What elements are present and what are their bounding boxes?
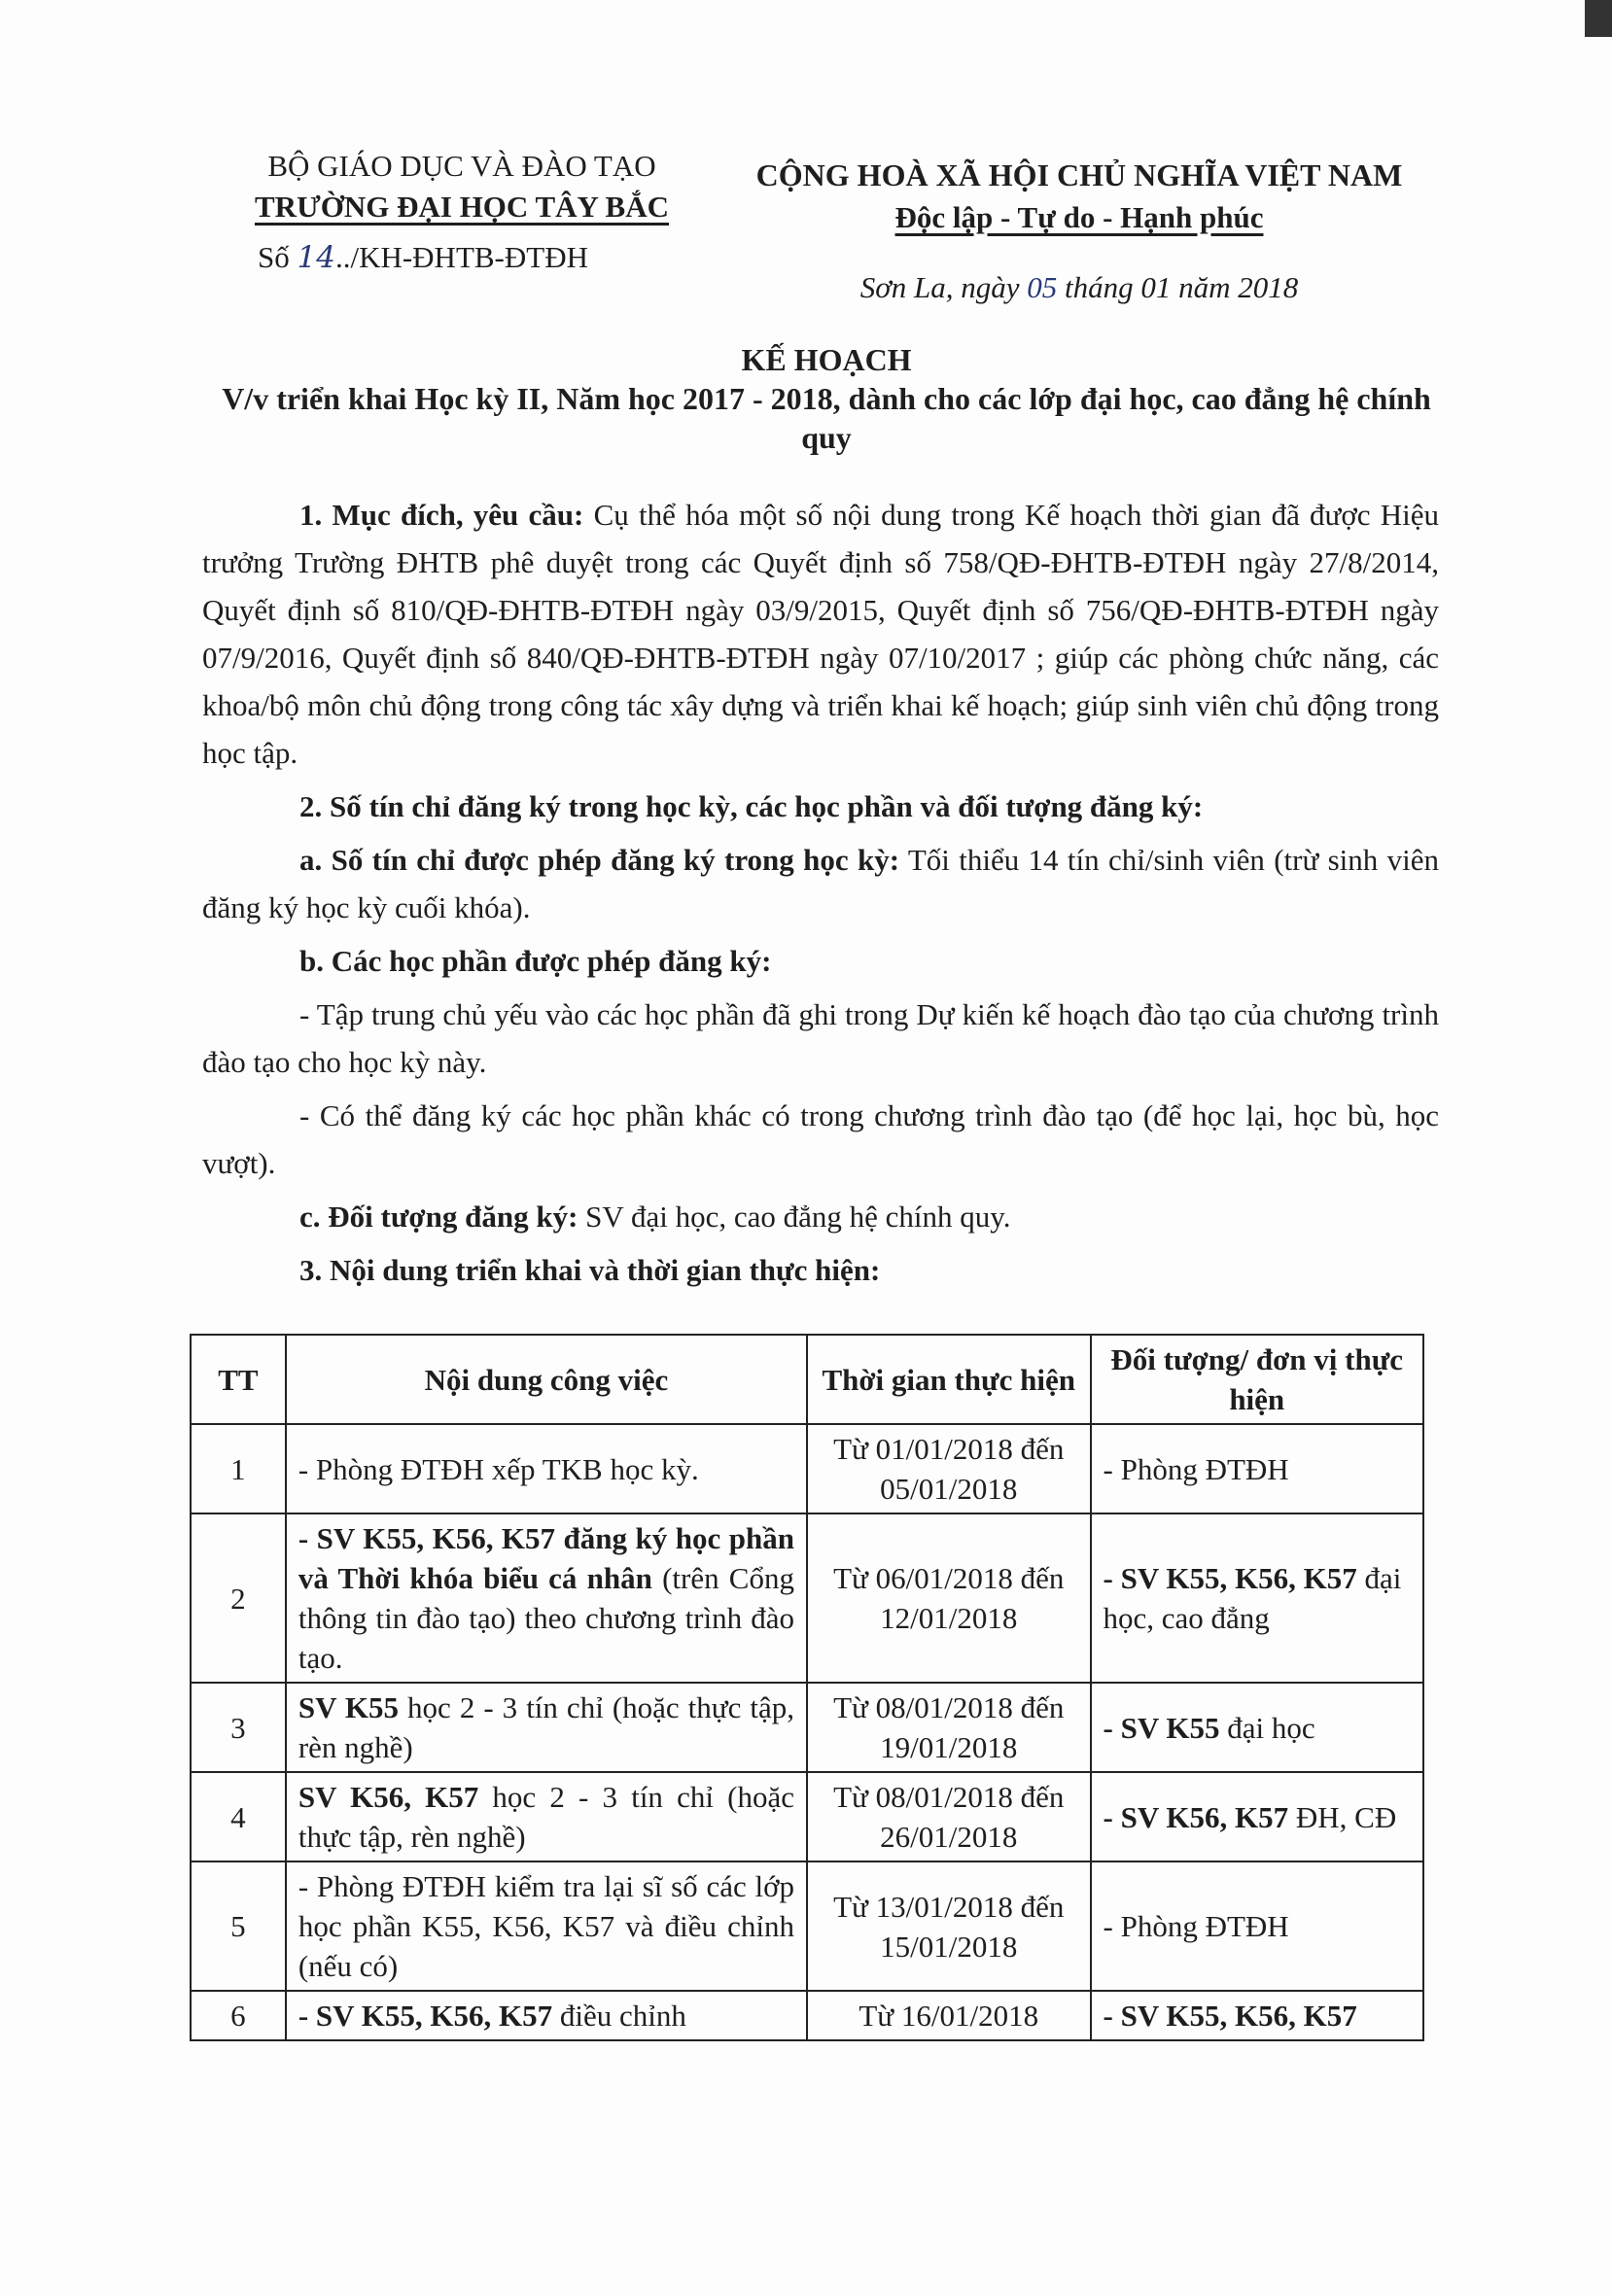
- ministry-name: BỘ GIÁO DỤC VÀ ĐÀO TẠO: [267, 149, 656, 183]
- table-row: [191, 1424, 1423, 1513]
- header-time: Thời gian thực hiện: [807, 1335, 1091, 1424]
- row-who: [1091, 1683, 1424, 1772]
- number-suffix: ../KH-ĐHTB-ĐTĐH: [334, 240, 588, 274]
- document-body: [202, 491, 1439, 1300]
- header-who: Đối tượng/ đơn vị thực hiện: [1091, 1335, 1424, 1424]
- school-name: TRƯỜNG ĐẠI HỌC TÂY BẮC: [255, 190, 669, 224]
- task-bold: SV K55: [298, 1690, 400, 1724]
- section-2c-heading: c. Đối tượng đăng ký:: [299, 1200, 578, 1234]
- table-row: [191, 1772, 1423, 1861]
- table-row: [191, 1513, 1423, 1683]
- who-bold: - SV K56, K57: [1103, 1799, 1289, 1834]
- row-tt: 5: [191, 1861, 286, 1991]
- section-1-heading: 1. Mục đích, yêu cầu:: [299, 498, 584, 532]
- row-task: [286, 1861, 807, 1991]
- header-task: Nội dung công việc: [286, 1335, 807, 1424]
- task-text: (trên Cổng thông tin đào tạo) theo chương trình đào tạo.: [298, 1561, 794, 1675]
- header-right: [724, 154, 1434, 309]
- number-prefix: Số: [258, 240, 298, 274]
- row-time: Từ 08/01/2018 đến 19/01/2018: [807, 1683, 1091, 1772]
- row-tt: 6: [191, 1991, 286, 2040]
- table-row: [191, 1861, 1423, 1991]
- row-time: Từ 16/01/2018: [807, 1991, 1091, 2040]
- who-text: ĐH, CĐ: [1288, 1799, 1397, 1834]
- header-tt: TT: [191, 1335, 286, 1424]
- section-1: [202, 491, 1439, 777]
- row-tt: 1: [191, 1424, 286, 1513]
- scan-edge-mark: [1585, 0, 1612, 37]
- row-time: Từ 06/01/2018 đến 12/01/2018: [807, 1513, 1091, 1683]
- row-time: Từ 08/01/2018 đến 26/01/2018: [807, 1772, 1091, 1861]
- nation-name: CỘNG HOÀ XÃ HỘI CHỦ NGHĨA VIỆT NAM: [755, 157, 1403, 192]
- table-row: [191, 1683, 1423, 1772]
- section-3-heading: 3. Nội dung triển khai và thời gian thực hiện:: [299, 1253, 881, 1287]
- who-bold: - SV K55, K56, K57: [1103, 1561, 1357, 1595]
- national-motto: Độc lập - Tự do - Hạnh phúc: [894, 200, 1264, 234]
- row-who: [1091, 1991, 1424, 2040]
- row-task: [286, 1991, 807, 2040]
- section-3: [202, 1246, 1439, 1294]
- section-2c-text: SV đại học, cao đẳng hệ chính quy.: [578, 1200, 1011, 1234]
- who-bold: - SV K55: [1103, 1710, 1220, 1745]
- table-header-row: [191, 1335, 1423, 1424]
- section-2a-heading: a. Số tín chỉ được phép đăng ký trong học kỳ:: [299, 843, 900, 877]
- row-task: [286, 1424, 807, 1513]
- handwritten-day: 05: [1027, 270, 1058, 304]
- section-2: [202, 783, 1439, 830]
- section-2b-item-2: - Có thể đăng ký các học phần khác có trong chương trình đào tạo (để học lại, học bù, học vượt).: [202, 1098, 1439, 1180]
- section-2b: [202, 937, 1439, 985]
- task-bold: SV K56, K57: [298, 1780, 479, 1814]
- row-tt: 2: [191, 1513, 286, 1683]
- task-text: - Phòng ĐTĐH kiểm tra lại sĩ số các lớp học phần K55, K56, K57 và điều chỉnh (nếu có): [298, 1869, 794, 1983]
- task-bold: - SV K55, K56, K57: [298, 1999, 553, 2033]
- title-line-2: V/v triển khai Học kỳ II, Năm học 2017 - 2018, dành cho các lớp đại học, cao đẳng hệ chính quy: [222, 381, 1431, 455]
- row-tt: 3: [191, 1683, 286, 1772]
- row-time: Từ 13/01/2018 đến 15/01/2018: [807, 1861, 1091, 1991]
- title-line-1: KẾ HOẠCH: [741, 342, 912, 377]
- place-date: [724, 266, 1434, 309]
- row-who: [1091, 1513, 1424, 1683]
- row-task: [286, 1772, 807, 1861]
- task-bold: - SV K55, K56, K57 đăng ký học phần và Thời khóa biểu cá nhân: [298, 1521, 794, 1595]
- handwritten-number: 14: [297, 240, 335, 275]
- task-text: - Phòng ĐTĐH xếp TKB học kỳ.: [298, 1451, 699, 1486]
- row-tt: 4: [191, 1772, 286, 1861]
- task-text: học 2 - 3 tín chỉ (hoặc thực tập, rèn nghề): [298, 1780, 794, 1854]
- table-row: [191, 1991, 1423, 2040]
- document-number: [258, 237, 705, 278]
- row-who: [1091, 1424, 1424, 1513]
- header-left: [219, 146, 705, 278]
- task-text: điều chỉnh: [552, 1999, 686, 2033]
- row-time: Từ 01/01/2018 đến 05/01/2018: [807, 1424, 1091, 1513]
- row-who: [1091, 1861, 1424, 1991]
- plan-table: [190, 1334, 1424, 2041]
- section-2b-item-1: - Tập trung chủ yếu vào các học phần đã ghi trong Dự kiến kế hoạch đào tạo của chương trình đào tạo cho học kỳ này.: [202, 997, 1439, 1079]
- who-text: đại học: [1219, 1710, 1315, 1745]
- place-date-a: Sơn La, ngày: [859, 270, 1028, 304]
- section-1-text: Cụ thể hóa một số nội dung trong Kế hoạch thời gian đã được Hiệu trưởng Trường ĐHTB phê duyệt trong các Quyết định số 758/QĐ-ĐHTB-ĐTĐH ngày 27/8/2014, Quyết định số 810/QĐ-ĐHTB-ĐTĐH ngày 03/9/2015, Quyết định số 756/QĐ-ĐHTB-ĐTĐH ngày 07/9/2016, Quyết định số 840/QĐ-ĐHTB-ĐTĐH ngày 07/10/2017 ; giúp các phòng chức năng, các khoa/bộ môn chủ động trong công tác xây dựng và triển khai kế hoạch; giúp sinh viên chủ động trong học tập.: [202, 498, 1439, 770]
- section-2-heading: 2. Số tín chỉ đăng ký trong học kỳ, các học phần và đối tượng đăng ký:: [299, 789, 1204, 823]
- row-who: [1091, 1772, 1424, 1861]
- section-2a: [202, 836, 1439, 931]
- row-task: [286, 1513, 807, 1683]
- document-title: [194, 340, 1458, 457]
- section-2b-heading: b. Các học phần được phép đăng ký:: [299, 944, 772, 978]
- who-text: - Phòng ĐTĐH: [1103, 1451, 1289, 1486]
- section-2c: [202, 1193, 1439, 1240]
- section-2a-text: Tối thiểu 14 tín chỉ/sinh viên (trừ sinh viên đăng ký học kỳ cuối khóa).: [202, 843, 1439, 924]
- place-date-b: tháng 01 năm 2018: [1057, 270, 1299, 304]
- task-text: học 2 - 3 tín chỉ (hoặc thực tập, rèn nghề): [298, 1690, 794, 1764]
- row-task: [286, 1683, 807, 1772]
- who-bold: - SV K55, K56, K57: [1103, 1999, 1357, 2033]
- who-text: - Phòng ĐTĐH: [1103, 1909, 1289, 1943]
- who-text: đại học, cao đẳng: [1103, 1561, 1402, 1635]
